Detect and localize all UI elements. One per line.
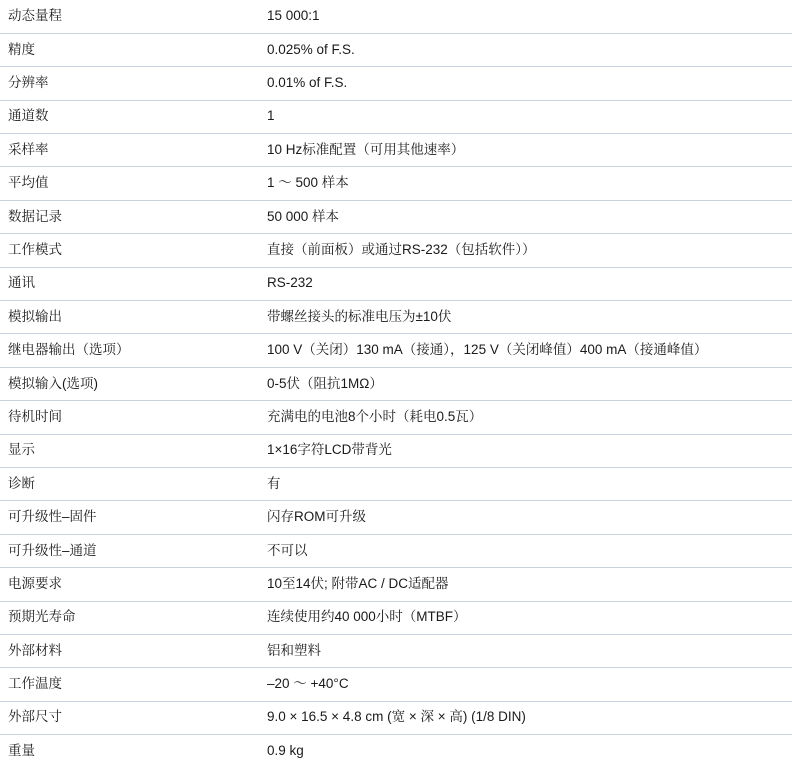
spec-value: 10至14伏; 附带AC / DC适配器 bbox=[261, 568, 792, 601]
spec-label: 电源要求 bbox=[0, 568, 261, 601]
spec-value: 带螺丝接头的标准电压为±10伏 bbox=[261, 301, 792, 334]
spec-label: 可升级性–通道 bbox=[0, 534, 261, 567]
table-row bbox=[0, 33, 792, 66]
spec-value: 9.0 × 16.5 × 4.8 cm (宽 × 深 × 高) (1/8 DIN) bbox=[261, 701, 792, 734]
spec-label: 显示 bbox=[0, 434, 261, 467]
spec-label: 动态量程 bbox=[0, 0, 261, 33]
table-row bbox=[0, 67, 792, 100]
table-row bbox=[0, 401, 792, 434]
table-row bbox=[0, 668, 792, 701]
spec-value: 充满电的电池8个小时（耗电0.5瓦） bbox=[261, 401, 792, 434]
spec-value: –20 ～ +40°C bbox=[261, 668, 792, 701]
spec-value: 0.9 kg bbox=[267, 743, 304, 759]
spec-value: 有 bbox=[261, 467, 792, 500]
table-row bbox=[0, 134, 792, 167]
spec-value: 0.025% of F.S. bbox=[261, 33, 792, 66]
spec-value: 1 bbox=[261, 100, 792, 133]
table-row bbox=[0, 501, 792, 534]
spec-label: 分辨率 bbox=[0, 67, 261, 100]
spec-label: 预期光寿命 bbox=[0, 601, 261, 634]
spec-label: 精度 bbox=[0, 33, 261, 66]
spec-value: 1×16字符LCD带背光 bbox=[261, 434, 792, 467]
spec-value: RS-232 bbox=[261, 267, 792, 300]
table-row bbox=[0, 167, 792, 200]
table-row bbox=[0, 267, 792, 300]
spec-value: 铝和塑料 bbox=[261, 634, 792, 667]
spec-label: 模拟输入(选项) bbox=[0, 367, 261, 400]
table-row bbox=[0, 301, 792, 334]
table-row bbox=[0, 634, 792, 667]
spec-label: 外部材料 bbox=[0, 634, 261, 667]
spec-label: 通讯 bbox=[0, 267, 261, 300]
spec-value: 不可以 bbox=[261, 534, 792, 567]
spec-value: 0-5伏（阻抗1MΩ） bbox=[261, 367, 792, 400]
spec-label: 待机时间 bbox=[0, 401, 261, 434]
spec-label: 数据记录 bbox=[0, 200, 261, 233]
spec-label: 可升级性–固件 bbox=[0, 501, 261, 534]
table-row bbox=[0, 467, 792, 500]
spec-label: 采样率 bbox=[0, 134, 261, 167]
table-row bbox=[0, 100, 792, 133]
spec-value: 连续使用约40 000小时（MTBF） bbox=[261, 601, 792, 634]
spec-label: 工作模式 bbox=[0, 234, 261, 267]
spec-value: 50 000 样本 bbox=[261, 200, 792, 233]
spec-label: 诊断 bbox=[0, 467, 261, 500]
spec-value: 100 V（关闭）130 mA（接通），125 V（关闭峰值）400 mA（接通峰值） bbox=[261, 334, 792, 367]
table-row bbox=[0, 367, 792, 400]
spec-label: 工作温度 bbox=[0, 668, 261, 701]
spec-value: 闪存ROM可升级 bbox=[261, 501, 792, 534]
table-row bbox=[0, 434, 792, 467]
spec-label: 重量 bbox=[8, 743, 35, 759]
table-row bbox=[0, 568, 792, 601]
spec-value: 0.01% of F.S. bbox=[261, 67, 792, 100]
table-row bbox=[0, 234, 792, 267]
spec-value: 10 Hz标准配置（可用其他速率） bbox=[261, 134, 792, 167]
table-row bbox=[0, 735, 792, 768]
table-row bbox=[0, 200, 792, 233]
table-row bbox=[0, 0, 792, 33]
spec-value: 直接（前面板）或通过RS-232（包括软件）） bbox=[261, 234, 792, 267]
spec-label: 继电器输出（选项） bbox=[0, 334, 261, 367]
table-row bbox=[0, 334, 792, 367]
table-row bbox=[0, 534, 792, 567]
spec-value: 15 000:1 bbox=[261, 0, 792, 33]
table-row bbox=[0, 601, 792, 634]
spec-label: 模拟输出 bbox=[0, 301, 261, 334]
table-row bbox=[0, 701, 792, 734]
spec-label: 通道数 bbox=[0, 100, 261, 133]
spec-label: 外部尺寸 bbox=[0, 701, 261, 734]
spec-label: 平均值 bbox=[0, 167, 261, 200]
spec-value: 1 ～ 500 样本 bbox=[261, 167, 792, 200]
